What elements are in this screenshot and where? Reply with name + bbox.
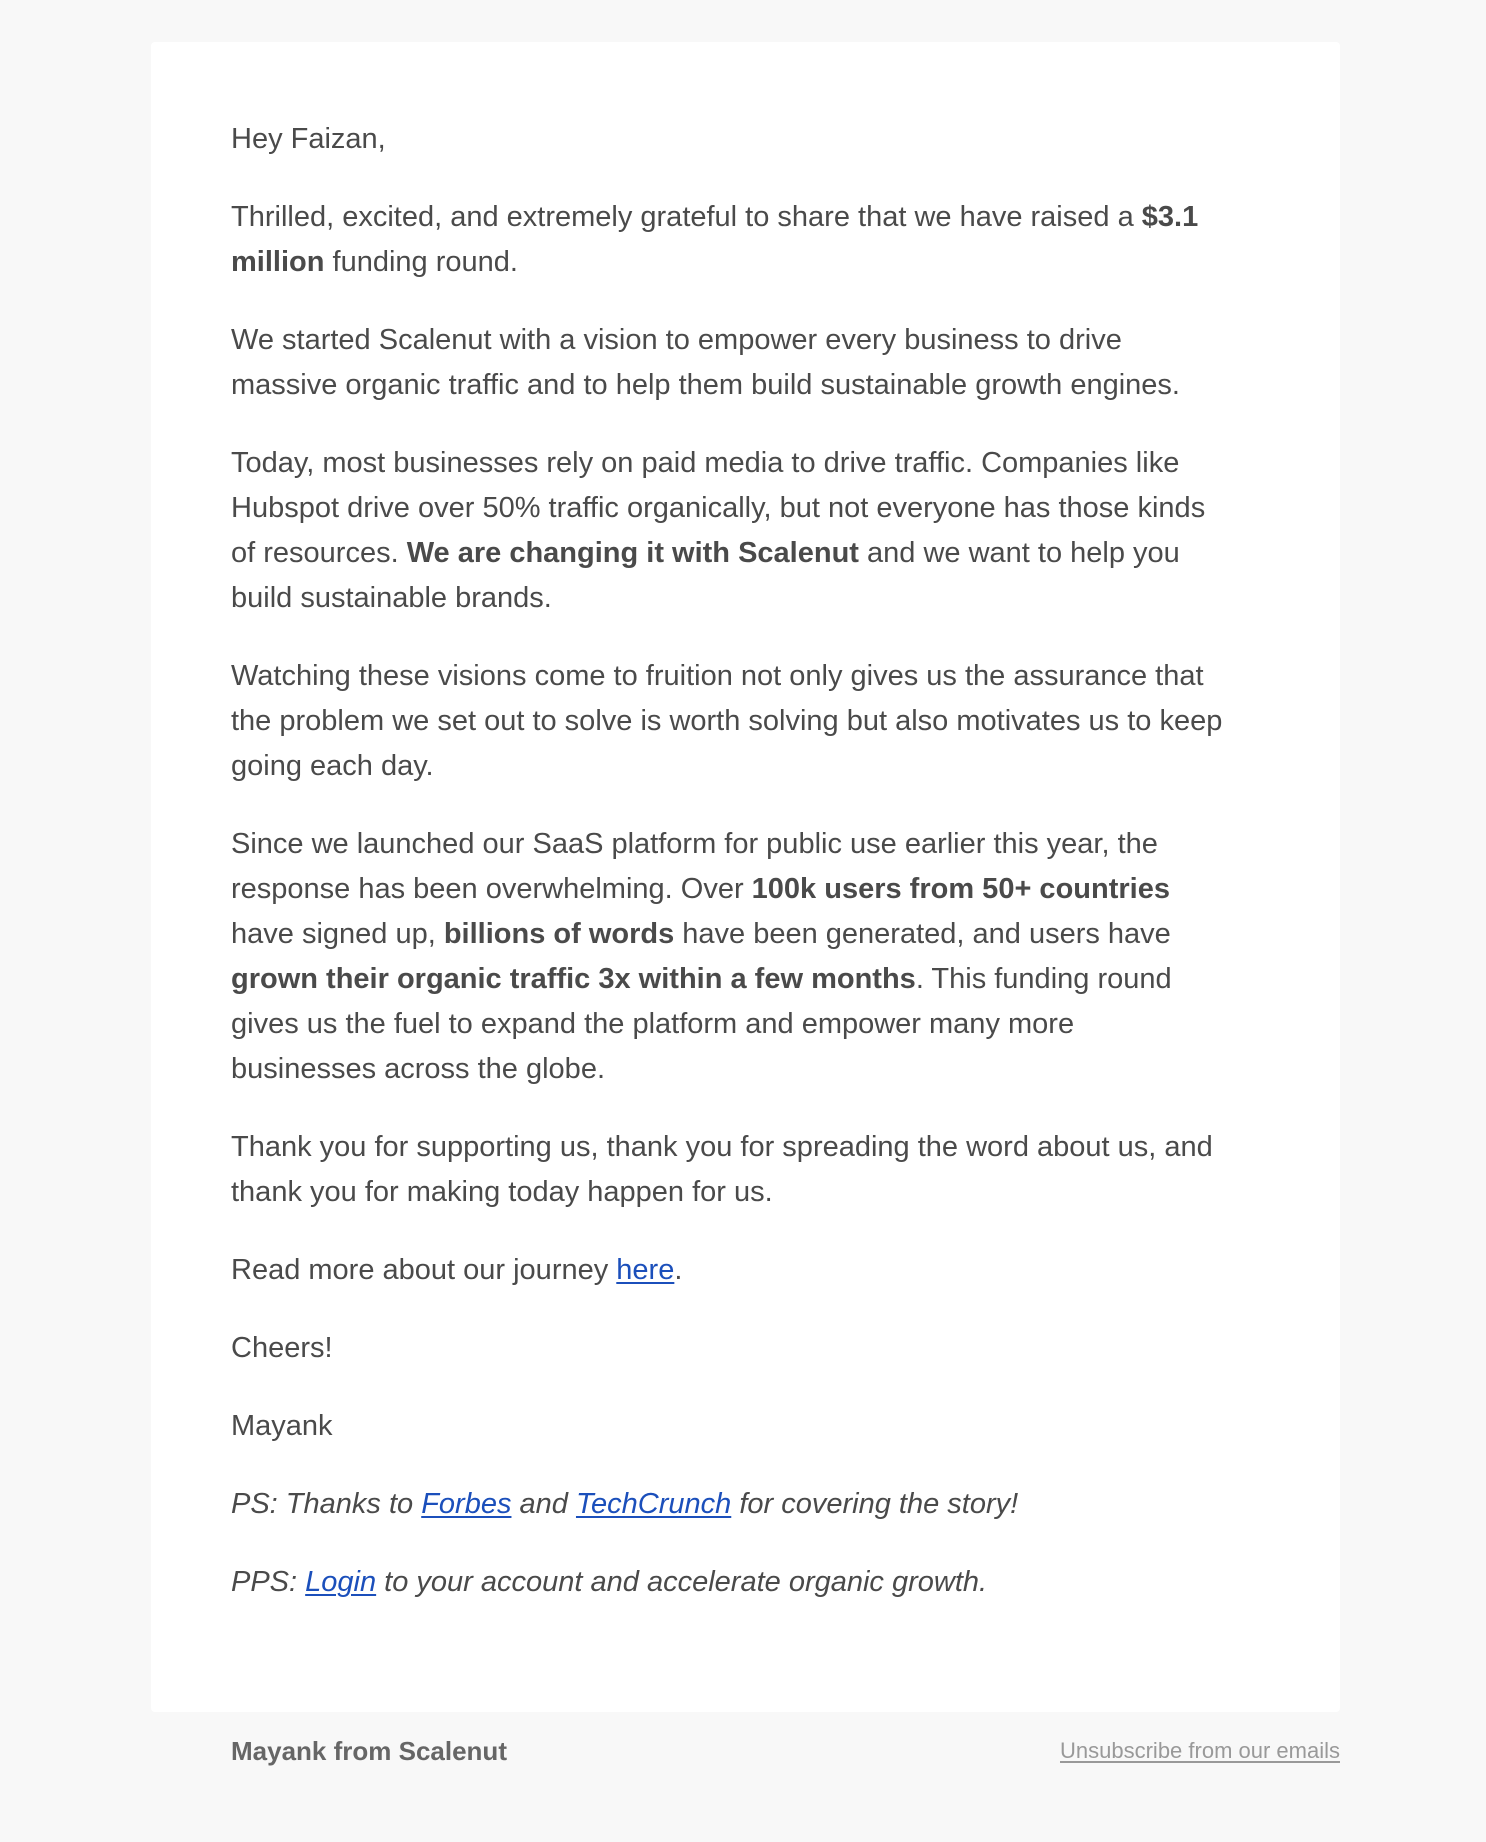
text: . [674,1254,683,1286]
line: Thank you for supporting us, thank you for spreading the word about us, and [231,1131,1213,1163]
text: Read more about our journey [231,1254,617,1286]
bold-text: billions of words [443,918,675,950]
paragraph-funding [231,195,1280,285]
text: . This funding round [915,963,1172,995]
line: Today, most businesses rely on paid media to drive traffic. Companies like [231,447,1180,479]
text: response has been overwhelming. Over [231,873,752,905]
line [231,531,1280,576]
post-postscript [231,1560,1280,1605]
line: businesses across the globe. [231,1053,605,1085]
text: PS: Thanks to [231,1488,422,1520]
line [231,957,1280,1002]
text: funding round. [324,246,518,278]
text: for covering the story! [731,1488,1019,1520]
text: have signed up, [231,918,444,950]
paragraph-watching [231,654,1280,789]
line: gives us the fuel to expand the platform and empower many more [231,1008,1075,1040]
forbes-link[interactable]: Forbes [421,1488,512,1520]
paragraph-read-more [231,1248,1280,1293]
line: thank you for making today happen for us. [231,1176,773,1208]
footer-sender: Mayank from Scalenut [231,1736,507,1766]
line: going each day. [231,750,434,782]
text: PPS: [231,1566,306,1598]
line: massive organic traffic and to help them build sustainable growth engines. [231,369,1180,401]
unsubscribe-link[interactable]: Unsubscribe from our emails [1060,1738,1340,1763]
signature [231,1404,1280,1449]
line [231,912,1280,957]
signature-name: Mayank [231,1410,333,1442]
closing-text: Cheers! [231,1332,333,1364]
paragraph-launch [231,822,1280,1092]
text: and we want to help you [858,537,1180,569]
bold-text: million [231,246,325,278]
closing [231,1326,1280,1371]
bold-text: $3.1 [1141,201,1199,233]
techcrunch-link[interactable]: TechCrunch [575,1488,732,1520]
line: We started Scalenut with a vision to empower every business to drive [231,324,1122,356]
login-link[interactable]: Login [305,1566,377,1598]
line: the problem we set out to solve is worth solving but also motivates us to keep [231,705,1223,737]
paragraph-thanks [231,1125,1280,1215]
paragraph-today [231,441,1280,621]
text: to your account and accelerate organic growth. [376,1566,988,1598]
line [231,1482,1280,1527]
line [231,867,1280,912]
line: Watching these visions come to fruition not only gives us the assurance that [231,660,1204,692]
postscript [231,1482,1280,1527]
text: and [511,1488,576,1520]
greeting-text: Hey Faizan, [231,123,386,155]
bold-text: grown their organic traffic 3x within a few months [231,963,916,995]
line: build sustainable brands. [231,582,552,614]
email-card [151,42,1340,1712]
line [231,240,1280,285]
line [231,1248,1280,1293]
here-link[interactable]: here [616,1254,675,1286]
line [231,195,1280,240]
line [231,1560,1280,1605]
paragraph-vision [231,318,1280,408]
text: have been generated, and users have [674,918,1171,950]
line: Hubspot drive over 50% traffic organically, but not everyone has those kinds [231,492,1206,524]
text: of resources. [231,537,407,569]
bold-text: We are changing it with Scalenut [406,537,859,569]
bold-text: 100k users from 50+ countries [751,873,1170,905]
greeting [231,117,1280,162]
text: Thrilled, excited, and extremely grateful to share that we have raised a [231,201,1142,233]
email-footer [231,1712,1340,1792]
line: Since we launched our SaaS platform for public use earlier this year, the [231,828,1158,860]
